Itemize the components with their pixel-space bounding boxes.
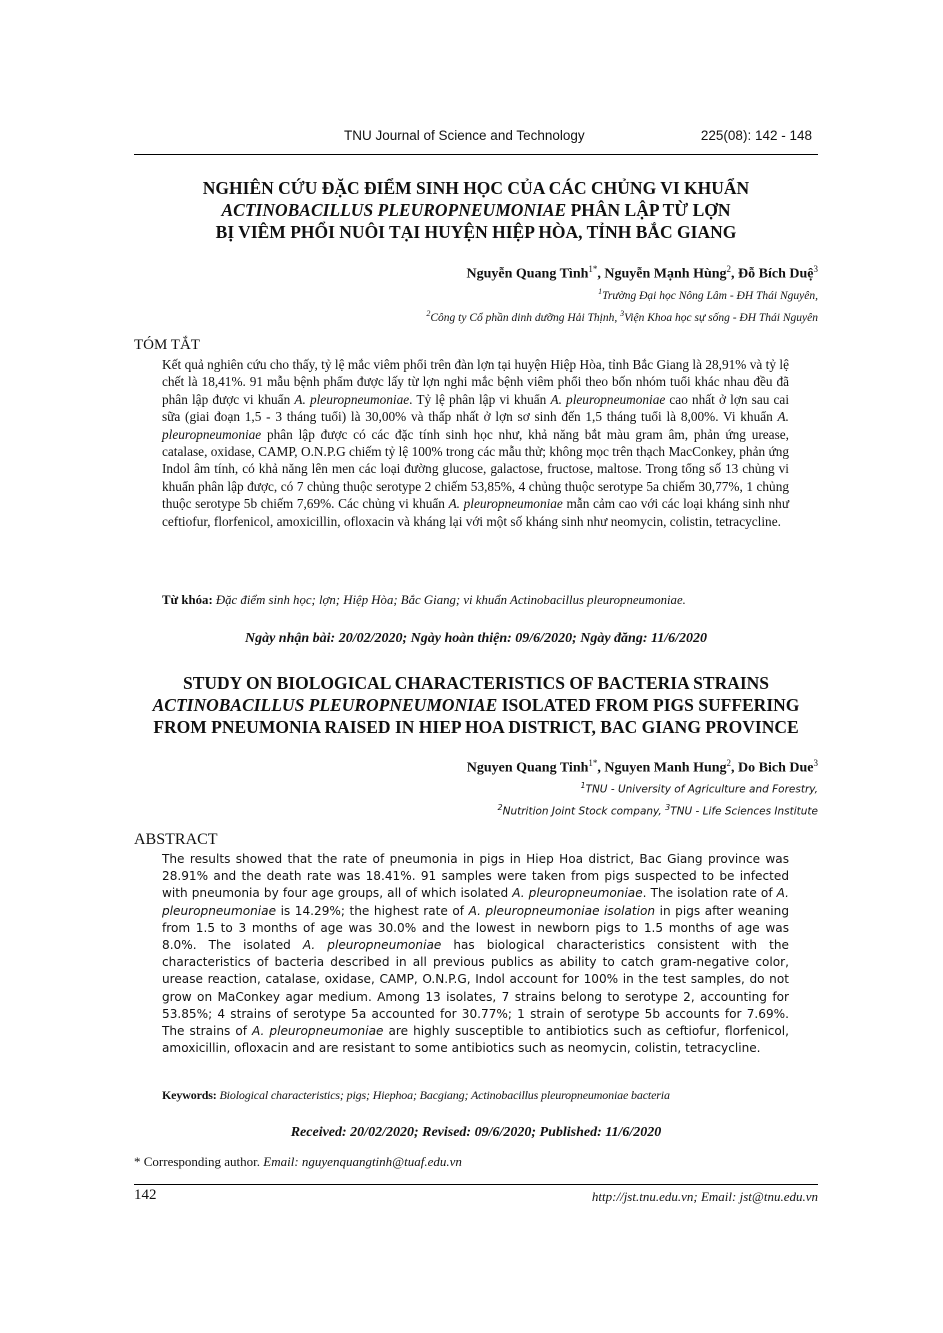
vn-abs-text-2: . Tỷ lệ phân lập vi khuẩn <box>409 391 551 407</box>
vn-aff-2-sup: 2 <box>426 308 431 318</box>
en-aff-3-text: TNU - Life Sciences Institute <box>670 805 818 817</box>
en-abs-text-1: The results showed that the rate of pneumonia in pigs in Hiep Hoa district, Bac Giang province was 28.91% and the death rate was 18.41%. 91 samples were taken from pigs suspected to be infected with pneumonia by four age groups, all of which isolated <box>162 852 789 901</box>
vn-aff-1-sup: 1 <box>598 287 603 296</box>
vn-affiliations <box>426 283 818 327</box>
vn-aff-2-text: Công ty Cổ phần dinh dưỡng Hải Thịnh, <box>430 311 621 324</box>
vn-abs-text-3: cao nhất ở lợn sau cai sữa (giai đoạn 1,5 - 3 tháng tuổi) là 30,00% và thấp nhất ở lợn sơ sinh đến 1,5 tháng tuổi là 8,00%. Vi khuẩn <box>162 391 790 425</box>
vn-abs-text-4: phân lập được có các đặc tính sinh học như, khả năng bắt màu gram âm, phản ứng urease, catalase, oxidase, CAMP, O.N.P.G chiếm tỷ lệ 100% trong các mẫu thử; không mọc trên thạch MacConkey, phản ứng Indol âm tính, có khả năng lên men các loại đường glucose, galactose, fructose, maltose. Trong tổng số 13 chủng vi khuẩn phân lập được, có 7 chủng thuộc serotype 2 chiếm 53,85%, 4 chủng thuộc serotype 5a chiếm 30,77%, 1 chủng thuộc serotype 5b chiếm 7,69%. Các chủng vi khuẩn <box>162 426 789 512</box>
corresponding-email[interactable]: nguyenquangtinh@tuaf.edu.vn <box>298 1154 462 1169</box>
en-author-2-sup: 2 <box>726 758 732 768</box>
en-abs-text-2: . The isolation rate of <box>642 886 777 901</box>
page-number: 142 <box>134 1187 157 1203</box>
vn-author-2-sup: 2 <box>726 264 732 274</box>
vn-title-line-3: BỊ VIÊM PHỔI NUÔI TẠI HUYỆN HIỆP HÒA, TỈNH BẮC GIANG <box>215 222 737 242</box>
vn-dates: Ngày nhận bài: 20/02/2020; Ngày hoàn thiện: 09/6/2020; Ngày đăng: 11/6/2020 <box>244 631 708 646</box>
journal-name: TNU Journal of Science and Technology <box>344 128 585 143</box>
vn-keywords-label: Từ khóa: <box>162 593 213 607</box>
footer-url[interactable]: http://jst.tnu.edu.vn; Email: jst@tnu.edu.vn <box>591 1189 818 1204</box>
en-author-3: Do Bich Due <box>738 760 814 776</box>
en-abs-text-5: has biological characteristics consistent with the characteristics of bacteria described in all previous publics as ability to catch gram-negative color, urease reaction, catalase, oxidase, CAMP, O.N.P.G, Indol account for 100% in the test samples, do not grow on MaConkey agar medium. Among 13 isolates, 7 strains belong to serotype 2, accounting for 53.85%; 4 strains of serotype 5a accounted for 30.77%; 1 strain of serotype 5b accounts for 7.69%. The strains of <box>162 938 789 1039</box>
vn-authors: Nguyễn Quang Tình$^{1*}$, Nguyễn Mạnh Hùng$^2$, Đỗ Bích Duệ$^3$ <box>466 264 818 282</box>
corresponding-email-label: Email: <box>263 1154 299 1169</box>
vn-title <box>134 177 818 243</box>
en-abs-text-6: are highly susceptible to antibiotics such as ceftiofur, florfenicol, amoxicillin, ofloxacin and are resistant to some antibiotics such as neomycin, colistin, tetracycline. <box>162 1024 790 1056</box>
en-keywords-text: Biological characteristics; pigs; Hiephoa; Bacgiang; Actinobacillus pleuropneumoniae bacteria <box>216 1088 670 1102</box>
en-title-line-3: FROM PNEUMONIA RAISED IN HIEP HOA DISTRICT, BAC GIANG PROVINCE <box>153 717 799 737</box>
vn-abs-species-1: A. pleuropneumoniae <box>294 391 410 407</box>
vn-author-3: Đỗ Bích Duệ <box>738 266 814 282</box>
vn-affiliation-1 <box>426 283 818 305</box>
en-author-2: Nguyen Manh Hung <box>604 760 727 776</box>
en-title <box>134 672 818 738</box>
en-aff-3-sup: 3 <box>665 802 671 812</box>
en-dates: Received: 20/02/2020; Revised: 09/6/2020; Published: 11/6/2020 <box>290 1125 662 1140</box>
corresponding-prefix: * Corresponding author. <box>134 1154 264 1169</box>
vn-abstract-paragraph <box>162 356 789 530</box>
en-affiliation-1 <box>498 777 819 799</box>
en-author-1-sup: 1* <box>588 758 598 768</box>
en-abstract-paragraph <box>162 851 789 1057</box>
vn-title-line-2 <box>134 199 818 221</box>
footer-rule <box>134 1184 818 1185</box>
vn-title-species: ACTINOBACILLUS PLEUROPNEUMONIAE <box>221 200 567 220</box>
en-aff-2-text: Nutrition Joint Stock company, <box>502 805 666 817</box>
en-abstract-body <box>162 851 789 1057</box>
vn-title-line-2-rest: PHÂN LẬP TỪ LỢN <box>566 200 731 220</box>
vn-aff-3-sup: 3 <box>620 308 625 318</box>
en-affiliations <box>498 777 819 820</box>
vn-abs-species-4: A. pleuropneumoniae <box>448 496 563 512</box>
en-affiliation-2 <box>498 799 819 821</box>
volume-pages: 225(08): 142 - 148 <box>700 128 812 143</box>
vn-author-1: Nguyễn Quang Tình <box>466 266 589 282</box>
en-title-line-1: STUDY ON BIOLOGICAL CHARACTERISTICS OF BACTERIA STRAINS <box>182 673 770 693</box>
vn-keywords <box>162 593 802 608</box>
en-abstract-heading: ABSTRACT <box>134 831 218 848</box>
en-author-3-sup: 3 <box>813 758 818 768</box>
vn-abstract-heading: TÓM TẮT <box>134 337 200 353</box>
en-keywords <box>162 1088 802 1103</box>
vn-affiliation-2 <box>426 305 818 327</box>
en-abs-species-4: A. pleuropneumoniae <box>302 938 442 953</box>
en-abs-text-3: is 14.29%; the highest rate of <box>276 903 469 918</box>
vn-abs-text-5: mẫn cảm cao với các loại kháng sinh như ceftiofur, florfenicol, amoxicillin, ofloxacin và kháng lại với một số kháng sinh như neomycin, colistin, tetracycline. <box>162 496 790 529</box>
vn-aff-3-text: Viện Khoa học sự sống - ĐH Thái Nguyên <box>624 311 818 324</box>
en-abs-species-5: A. pleuropneumoniae <box>252 1024 384 1039</box>
vn-keywords-text: Đặc điểm sinh học; lợn; Hiệp Hòa; Bắc Giang; vi khuẩn Actinobacillus pleuropneumoniae. <box>212 593 686 607</box>
vn-title-line-1: NGHIÊN CỨU ĐẶC ĐIỂM SINH HỌC CỦA CÁC CHỦNG VI KHUẨN <box>202 178 750 198</box>
en-abs-text-4: in pigs after weaning from 1.5 to 3 months of age was 30.0% and the lowest in newborn pigs to 1.5 months of age was 8.0%. The isolated <box>162 903 789 953</box>
en-aff-1-sup: 1 <box>580 781 586 790</box>
running-header <box>134 128 818 148</box>
en-abs-species-3: A. pleuropneumoniae isolation <box>468 903 656 918</box>
vn-abstract-body <box>162 356 789 530</box>
en-keywords-label: Keywords: <box>162 1088 217 1102</box>
en-abs-species-2: A. pleuropneumoniae <box>162 886 790 918</box>
corresponding-author <box>134 1154 462 1170</box>
vn-author-2: Nguyễn Mạnh Hùng <box>604 266 727 282</box>
vn-aff-1-text: Trường Đại học Nông Lâm - ĐH Thái Nguyên, <box>602 289 818 302</box>
vn-author-3-sup: 3 <box>813 264 818 274</box>
en-title-line-2 <box>134 694 818 716</box>
en-title-line-2-rest: ISOLATED FROM PIGS SUFFERING <box>497 695 800 715</box>
vn-abs-text-1: Kết quả nghiên cứu cho thấy, tỷ lệ mắc viêm phổi trên đàn lợn tại huyện Hiệp Hòa, tỉnh Bắc Giang là 28,91% và tỷ lệ chết là 18,41%. 91 mẫu bệnh phẩm được lấy từ lợn nghi mắc bệnh viêm phổi theo bốn nhóm tuổi khác nhau đều đã phân lập được vi khuẩn <box>162 357 789 407</box>
en-authors: Nguyen Quang Tinh$^{1*}$, Nguyen Manh Hung$^2$, Do Bich Due$^3$ <box>466 758 818 776</box>
en-title-species: ACTINOBACILLUS PLEUROPNEUMONIAE <box>152 695 498 715</box>
en-author-1: Nguyen Quang Tinh <box>466 760 589 776</box>
header-rule <box>134 154 818 155</box>
vn-abs-species-3: A. pleuropneumoniae <box>162 409 789 442</box>
en-abs-species-1: A. pleuropneumoniae <box>512 886 643 901</box>
en-aff-2-sup: 2 <box>497 802 503 812</box>
vn-author-1-sup: 1* <box>588 264 598 274</box>
vn-abs-species-2: A. pleuropneumoniae <box>550 391 666 407</box>
en-aff-1-text: TNU - University of Agriculture and Forestry, <box>585 783 818 796</box>
